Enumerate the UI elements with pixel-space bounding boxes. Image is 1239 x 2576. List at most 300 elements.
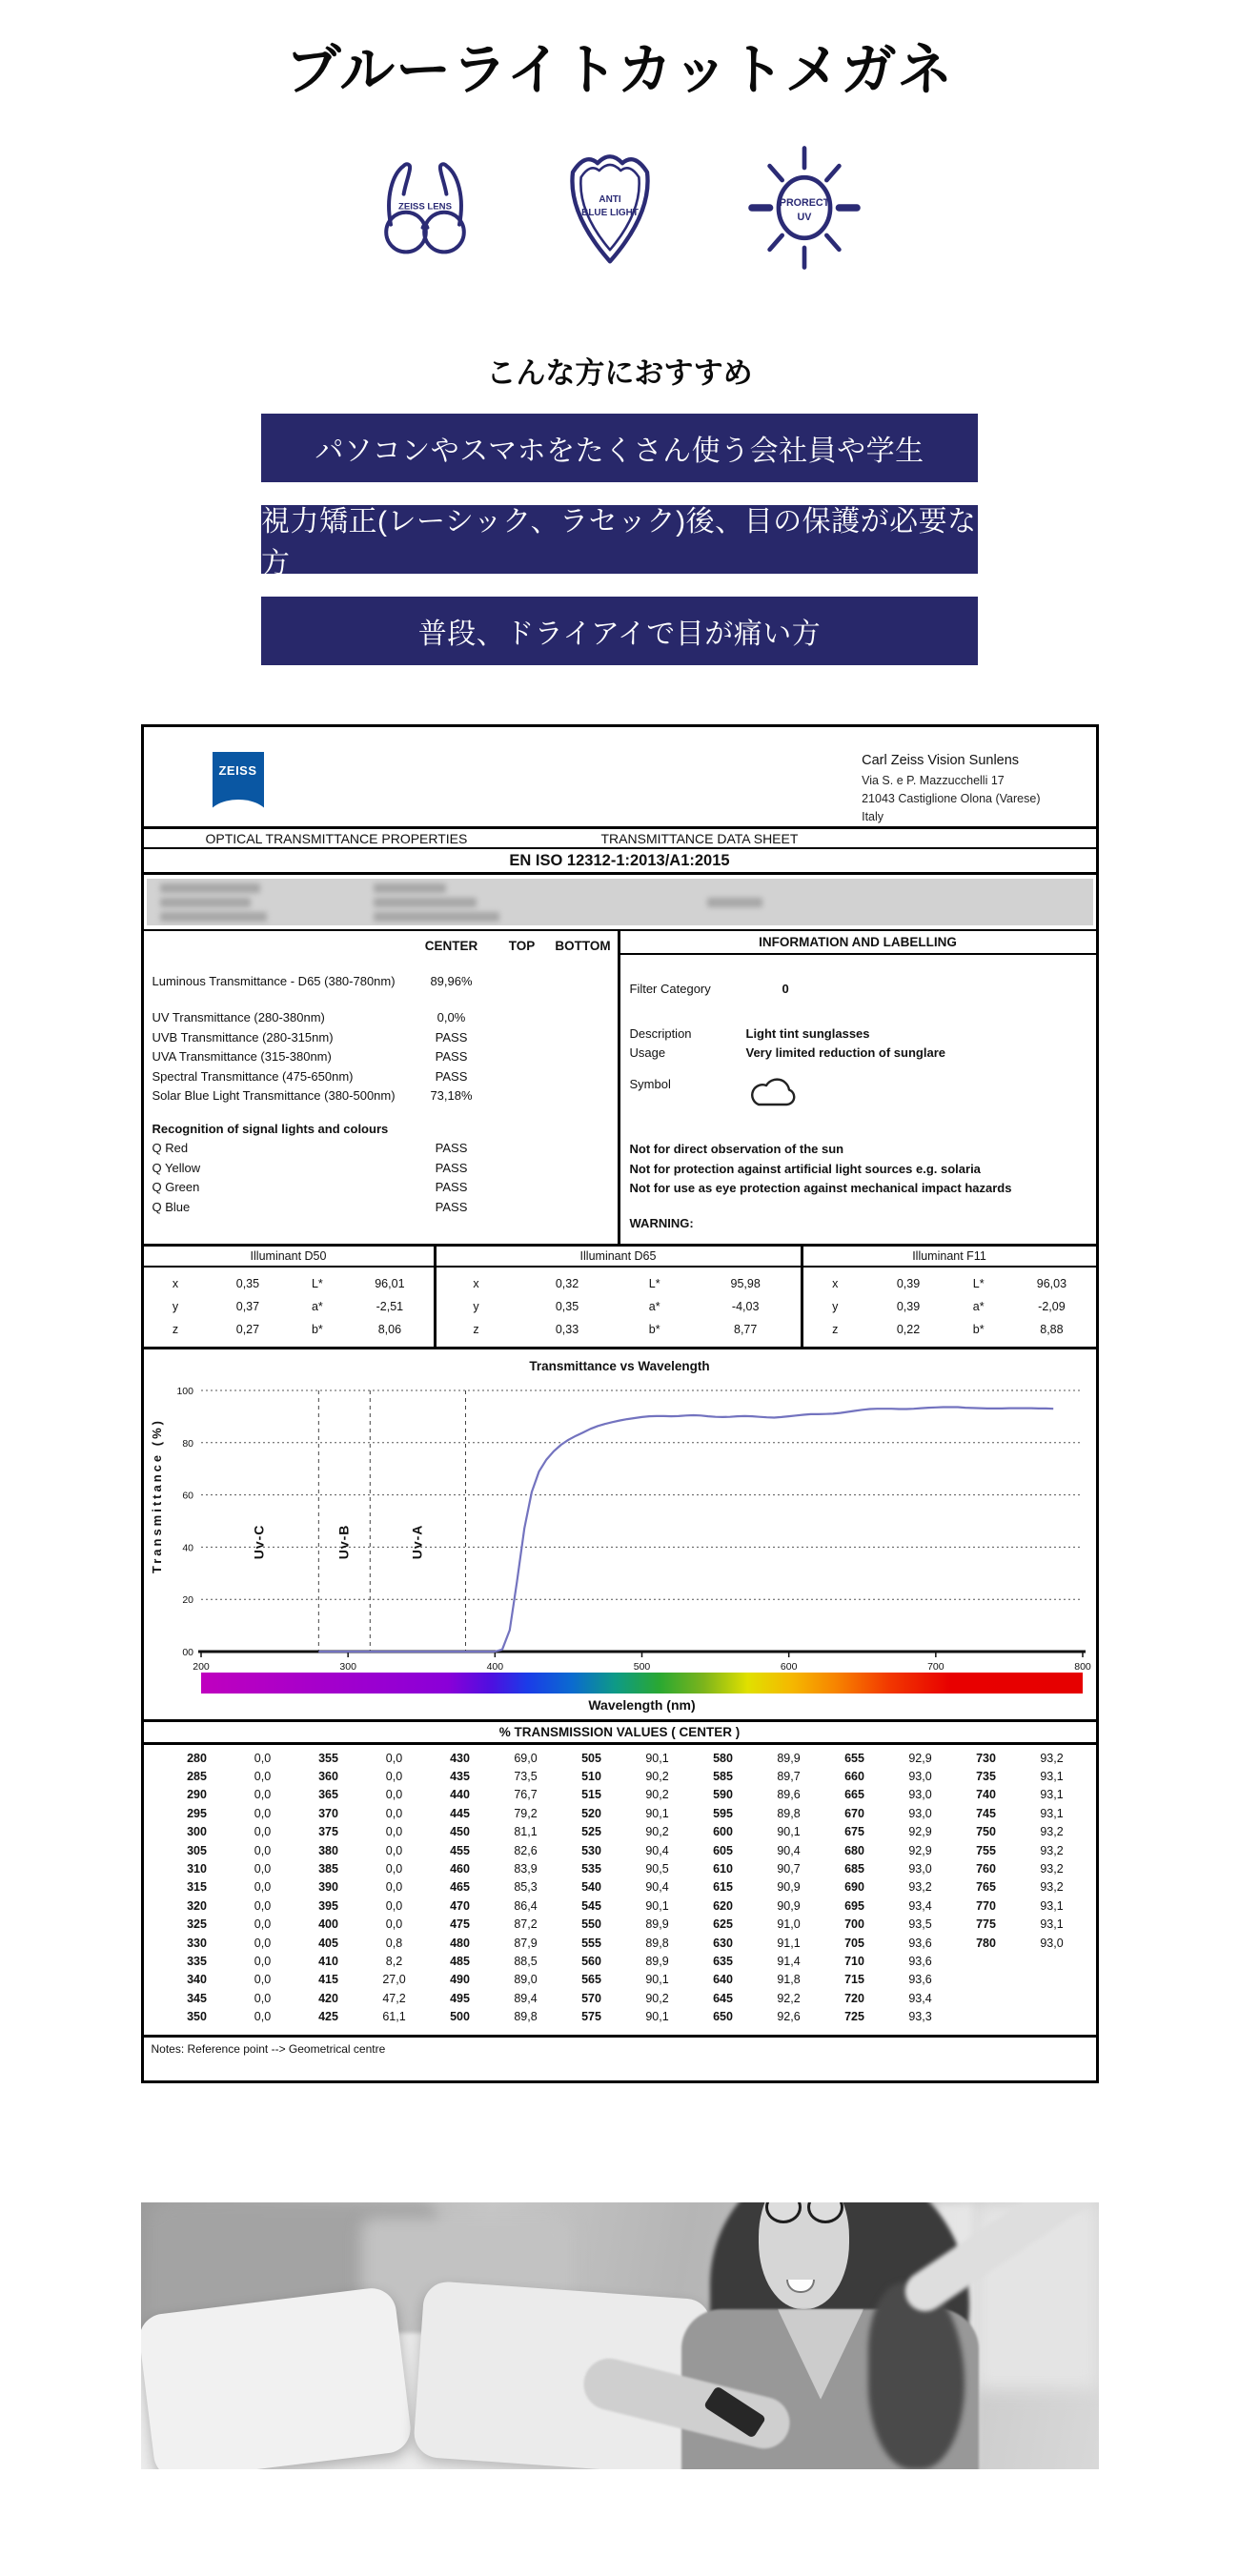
wavelength-cell: 555 (581, 1936, 601, 1950)
value-cell: 89,9 (645, 1917, 669, 1932)
illuminant-tables (144, 1247, 1096, 1349)
recommend-banner-2: 視力矯正(レーシック、ラセック)後、目の保護が必要な方 (261, 506, 977, 579)
redacted-text (707, 898, 762, 907)
wavelength-cell: 750 (976, 1825, 996, 1839)
wavelength-cell: 720 (844, 1991, 864, 2005)
wavelength-cell: 605 (713, 1843, 733, 1857)
wavelength-cell: 415 (318, 1973, 338, 1987)
wavelength-cell (958, 1971, 1015, 1989)
wavelength-cell: 305 (187, 1843, 207, 1857)
svg-text:PRORECT: PRORECT (779, 196, 830, 209)
wavelength-cell: 495 (450, 1991, 470, 2005)
signal-row: Q Green PASS (152, 1180, 468, 1194)
wavelength-cell: 285 (187, 1769, 207, 1783)
wavelength-cell: 650 (713, 2010, 733, 2024)
company-address-block (862, 752, 1041, 823)
value-cell: 0,0 (254, 1936, 272, 1950)
value-cell: 93,6 (908, 1954, 932, 1968)
wavelength-cell: 665 (844, 1788, 864, 1802)
wavelength-cell: 385 (318, 1861, 338, 1876)
svg-text:ANTI: ANTI (599, 193, 621, 205)
illuminant-table (144, 1247, 437, 1347)
value-cell: 90,2 (645, 1769, 669, 1783)
value-cell: 0,0 (254, 1861, 272, 1876)
wavelength-cell: 770 (976, 1898, 996, 1913)
recommend-heading: こんな方におすすめ (486, 356, 753, 390)
cloud-icon (746, 1075, 800, 1118)
value-cell: 0,0 (385, 1788, 403, 1802)
value-cell: 93,0 (908, 1806, 932, 1820)
value-cell: 93,6 (908, 1973, 932, 1987)
wavelength-cell: 745 (976, 1806, 996, 1820)
value-cell: 93,0 (908, 1788, 932, 1802)
illuminant-row: z 0,27 b* 8,06 (172, 1322, 402, 1336)
wavelength-cell: 635 (713, 1954, 733, 1968)
value-cell: 91,1 (777, 1936, 801, 1950)
usage-restriction-notes (630, 1140, 1096, 1199)
illuminant-table (803, 1247, 1096, 1347)
wavelength-cell: 735 (976, 1769, 996, 1783)
wavelength-cell: 280 (187, 1751, 207, 1765)
chart-title: Transmittance vs Wavelength (529, 1358, 710, 1373)
value-cell: 89,4 (514, 1991, 538, 2005)
wavelength-cell: 610 (713, 1861, 733, 1876)
value-cell: 93,3 (908, 2010, 932, 2024)
svg-text:300: 300 (338, 1660, 356, 1673)
wavelength-cell: 460 (450, 1861, 470, 1876)
value-cell: 0,0 (385, 1825, 403, 1839)
spectrum-color-bar (201, 1673, 1083, 1694)
wavelength-cell: 345 (187, 1991, 207, 2005)
wavelength-cell: 490 (450, 1973, 470, 1987)
wavelength-cell: 480 (450, 1936, 470, 1950)
wavelength-cell: 765 (976, 1880, 996, 1895)
wavelength-cell: 525 (581, 1825, 601, 1839)
wavelength-cell: 655 (844, 1751, 864, 1765)
wavelength-cell (958, 1953, 1015, 1971)
value-cell: 93,4 (908, 1898, 932, 1913)
value-cell (1015, 1971, 1089, 1989)
value-cell: 0,0 (254, 1788, 272, 1802)
value-cell: 93,1 (1040, 1898, 1064, 1913)
value-cell: 27,0 (382, 1973, 406, 1987)
value-cell: 93,1 (1040, 1806, 1064, 1820)
value-cell: 0,0 (254, 1954, 272, 1968)
warning-label: WARNING: (629, 1215, 694, 1230)
value-cell: 90,2 (645, 1991, 669, 2005)
photo-pillow (141, 2285, 414, 2468)
signal-recognition-heading: Recognition of signal lights and colours (152, 1121, 389, 1136)
wavelength-cell: 455 (450, 1843, 470, 1857)
value-cell: 0,0 (254, 1806, 272, 1820)
wavelength-cell: 590 (713, 1788, 733, 1802)
value-cell: 69,0 (514, 1751, 538, 1765)
feature-icon-row (0, 143, 1239, 272)
value-cell: 90,9 (777, 1880, 801, 1895)
value-cell: 90,7 (777, 1861, 801, 1876)
recommend-banner-1: パソコンやスマホをたくさん使う会社員や学生 (261, 414, 978, 482)
transmission-values-title: % TRANSMISSION VALUES ( CENTER ) (144, 1719, 1096, 1745)
value-cell (1015, 1990, 1089, 2008)
measurement-row: Luminous Transmittance - D65 (380-780nm) 89,96% (152, 973, 473, 988)
value-cell: 88,5 (514, 1954, 538, 1968)
value-cell: 90,2 (645, 1825, 669, 1839)
wavelength-cell: 680 (844, 1843, 864, 1857)
company-address-line: Italy (862, 810, 884, 823)
transmittance-datasheet (141, 724, 1099, 2083)
illuminant-row: y 0,39 a* -2,09 (832, 1299, 1066, 1313)
wavelength-cell: 535 (581, 1861, 601, 1876)
svg-text:BLUE LIGHT: BLUE LIGHT (581, 207, 639, 218)
value-cell: 89,8 (645, 1936, 669, 1950)
value-cell: 90,1 (645, 1973, 669, 1987)
information-and-labelling-panel (618, 931, 1096, 1244)
measurement-row: Solar Blue Light Transmittance (380-500nm) 73,18% (152, 1088, 473, 1103)
value-cell: 90,9 (777, 1898, 801, 1913)
wavelength-cell: 485 (450, 1954, 470, 1968)
wavelength-cell: 530 (581, 1843, 601, 1857)
value-cell: 90,4 (645, 1880, 669, 1895)
value-cell: 0,0 (385, 1806, 403, 1820)
value-cell: 0,0 (254, 1991, 272, 2005)
value-cell: 90,1 (777, 1825, 801, 1839)
wavelength-cell: 395 (318, 1898, 338, 1913)
measurements-table (144, 931, 618, 1244)
usage-restriction-note: Not for direct observation of the sun (629, 1142, 844, 1156)
value-cell: 76,7 (514, 1788, 538, 1802)
value-cell: 93,0 (908, 1861, 932, 1876)
redacted-text (160, 912, 267, 922)
value-cell: 0,0 (254, 1973, 272, 1987)
value-cell: 0,0 (385, 1861, 403, 1876)
wavelength-cell: 570 (581, 1991, 601, 2005)
measurement-row: Spectral Transmittance (475-650nm) PASS (152, 1068, 468, 1084)
value-cell: 0,0 (254, 1898, 272, 1913)
wavelength-cell: 565 (581, 1973, 601, 1987)
wavelength-cell: 445 (450, 1806, 470, 1820)
wavelength-cell: 675 (844, 1825, 864, 1839)
redacted-text (160, 883, 260, 893)
usage-row (630, 1044, 1096, 1064)
svg-text:80: 80 (181, 1437, 193, 1450)
wavelength-cell: 725 (844, 2010, 864, 2024)
redacted-text (160, 898, 251, 907)
wavelength-cell: 310 (187, 1861, 207, 1876)
wavelength-cell: 505 (581, 1751, 601, 1765)
value-cell: 90,4 (645, 1843, 669, 1857)
value-cell: 89,8 (777, 1806, 801, 1820)
svg-text:Uv-C: Uv-C (251, 1524, 267, 1559)
value-cell: 83,9 (514, 1861, 538, 1876)
standard-title: EN ISO 12312-1:2013/A1:2015 (144, 849, 1096, 875)
wavelength-cell: 440 (450, 1788, 470, 1802)
svg-text:Uv-A: Uv-A (408, 1524, 424, 1559)
datasheet-subheader-row (144, 826, 1096, 849)
svg-text:ZEISS LENS: ZEISS LENS (398, 201, 452, 213)
datasheet-header (144, 727, 1096, 826)
value-cell: 0,0 (254, 1917, 272, 1932)
transmission-values-table (144, 1745, 1096, 2038)
value-cell: 93,2 (1040, 1825, 1064, 1839)
wavelength-cell: 425 (318, 2010, 338, 2024)
value-cell: 89,6 (777, 1788, 801, 1802)
wavelength-cell: 360 (318, 1769, 338, 1783)
svg-text:Uv-B: Uv-B (335, 1524, 351, 1559)
description-value: Light tint sunglasses (745, 1025, 870, 1041)
recommend-banner-list (0, 414, 1239, 665)
wavelength-cell: 560 (581, 1954, 601, 1968)
wavelength-cell: 325 (187, 1917, 207, 1932)
transmittance-chart (144, 1377, 1096, 1719)
wavelength-cell (958, 1990, 1015, 2008)
wavelength-cell: 595 (713, 1806, 733, 1820)
measurement-row: UV Transmittance (280-380nm) 0,0% (152, 1010, 466, 1024)
wavelength-cell (958, 2008, 1015, 2026)
redacted-text (374, 898, 477, 907)
illuminant-row: y 0,35 a* -4,03 (473, 1299, 760, 1313)
wavelength-cell: 330 (187, 1936, 207, 1950)
wavelength-cell: 420 (318, 1991, 338, 2005)
value-cell: 90,1 (645, 1751, 669, 1765)
wavelength-cell: 780 (976, 1936, 996, 1950)
illuminant-table-title: Illuminant D65 (437, 1247, 801, 1268)
value-cell: 0,8 (385, 1936, 403, 1950)
company-address-line: 21043 Castiglione Olona (Varese) (862, 792, 1041, 805)
value-cell: 92,2 (777, 1991, 801, 2005)
value-cell: 89,9 (645, 1954, 669, 1968)
value-cell: 93,6 (908, 1936, 932, 1950)
svg-text:60: 60 (181, 1490, 193, 1502)
wavelength-cell: 575 (581, 2010, 601, 2024)
illuminant-row: z 0,33 b* 8,77 (473, 1322, 758, 1336)
sun-icon (738, 141, 871, 274)
transmittance-chart-section (144, 1349, 1096, 1719)
subheader-left: OPTICAL TRANSMITTANCE PROPERTIES (205, 830, 468, 846)
svg-text:800: 800 (1073, 1660, 1091, 1673)
signal-row: Q Blue PASS (152, 1199, 468, 1214)
zeiss-logo (213, 752, 264, 811)
wavelength-cell: 670 (844, 1806, 864, 1820)
wavelength-cell: 695 (844, 1898, 864, 1913)
wavelength-cell: 545 (581, 1898, 601, 1913)
value-cell: 90,1 (645, 1806, 669, 1820)
lifestyle-photo (141, 2202, 1099, 2469)
value-cell: 89,9 (777, 1751, 801, 1765)
value-cell: 47,2 (382, 1991, 406, 2005)
value-cell: 91,4 (777, 1954, 801, 1968)
value-cell: 82,6 (514, 1843, 538, 1857)
value-cell: 73,5 (514, 1769, 538, 1783)
value-cell: 87,9 (514, 1936, 538, 1950)
svg-text:00: 00 (181, 1646, 193, 1658)
value-cell: 93,0 (908, 1769, 932, 1783)
wavelength-cell: 380 (318, 1843, 338, 1857)
value-cell: 93,1 (1040, 1917, 1064, 1932)
wavelength-cell: 775 (976, 1917, 996, 1932)
hero-section (0, 0, 1239, 665)
value-cell: 8,2 (385, 1954, 403, 1968)
wavelength-cell: 640 (713, 1973, 733, 1987)
value-cell: 87,2 (514, 1917, 538, 1932)
value-cell: 89,0 (514, 1973, 538, 1987)
wavelength-cell: 500 (450, 2010, 470, 2024)
value-cell: 92,9 (908, 1825, 932, 1839)
wavelength-cell: 760 (976, 1861, 996, 1876)
wavelength-cell: 580 (713, 1751, 733, 1765)
value-cell: 86,4 (514, 1898, 538, 1913)
value-cell: 0,0 (254, 1769, 272, 1783)
wavelength-cell: 315 (187, 1880, 207, 1895)
illuminant-table (437, 1247, 803, 1347)
wavelength-cell: 365 (318, 1788, 338, 1802)
value-cell: 93,5 (908, 1917, 932, 1932)
value-cell: 0,0 (254, 2010, 272, 2024)
value-cell: 0,0 (385, 1769, 403, 1783)
value-cell: 93,2 (908, 1880, 932, 1895)
measurements-header-row: CENTER TOP BOTTOM (424, 939, 611, 953)
wavelength-cell: 290 (187, 1788, 207, 1802)
wavelength-cell: 660 (844, 1769, 864, 1783)
value-cell: 91,8 (777, 1973, 801, 1987)
value-cell: 91,0 (777, 1917, 801, 1932)
wavelength-cell: 430 (450, 1751, 470, 1765)
svg-text:500: 500 (633, 1660, 650, 1673)
wavelength-cell: 685 (844, 1861, 864, 1876)
wavelength-cell: 340 (187, 1973, 207, 1987)
wavelength-cell: 300 (187, 1825, 207, 1839)
wavelength-cell: 295 (187, 1806, 207, 1820)
value-cell: 61,1 (382, 2010, 406, 2024)
svg-text:600: 600 (780, 1660, 797, 1673)
value-cell: 0,0 (385, 1898, 403, 1913)
value-cell: 93,2 (1040, 1861, 1064, 1876)
value-cell: 0,0 (385, 1917, 403, 1932)
redacted-lens-details (147, 879, 1093, 925)
svg-text:20: 20 (181, 1593, 193, 1606)
illuminant-table-title: Illuminant F11 (803, 1247, 1096, 1268)
wavelength-cell: 550 (581, 1917, 601, 1932)
filter-category-label: Filter Category (629, 982, 711, 996)
wavelength-cell: 700 (844, 1917, 864, 1932)
datasheet-notes: Notes: Reference point --> Geometrical centre (151, 2041, 386, 2056)
recommend-banner-3: 普段、ドライアイで目が痛い方 (261, 597, 978, 665)
wavelength-cell: 410 (318, 1954, 338, 1968)
value-cell: 93,2 (1040, 1843, 1064, 1857)
value-cell: 93,1 (1040, 1769, 1064, 1783)
value-cell (1015, 2008, 1089, 2026)
value-cell: 92,9 (908, 1751, 932, 1765)
wavelength-cell: 740 (976, 1788, 996, 1802)
page-title: ブルーライトカットメガネ (285, 39, 954, 101)
value-cell: 0,0 (385, 1880, 403, 1895)
value-cell: 89,7 (777, 1769, 801, 1783)
usage-label: Usage (629, 1045, 666, 1060)
wavelength-cell: 390 (318, 1880, 338, 1895)
svg-text:Wavelength (nm): Wavelength (nm) (587, 1696, 696, 1713)
usage-restriction-note: Not for protection against artificial light sources e.g. solaria (629, 1161, 981, 1176)
wavelength-cell: 520 (581, 1806, 601, 1820)
wavelength-cell: 375 (318, 1825, 338, 1839)
wavelength-cell: 620 (713, 1898, 733, 1913)
value-cell: 90,4 (777, 1843, 801, 1857)
wavelength-cell: 515 (581, 1788, 601, 1802)
wavelength-cell: 690 (844, 1880, 864, 1895)
value-cell: 93,1 (1040, 1788, 1064, 1802)
subheader-right: TRANSMITTANCE DATA SHEET (600, 830, 799, 846)
value-cell: 0,0 (385, 1751, 403, 1765)
usage-restriction-note: Not for use as eye protection against mechanical impact hazards (629, 1181, 1012, 1195)
wavelength-cell: 540 (581, 1880, 601, 1895)
value-cell: 92,6 (777, 2010, 801, 2024)
filter-category-value: 0 (782, 982, 789, 996)
svg-text:100: 100 (175, 1385, 193, 1397)
wavelength-cell: 320 (187, 1898, 207, 1913)
usage-value: Very limited reduction of sunglare (745, 1045, 945, 1060)
wavelength-cell: 435 (450, 1769, 470, 1783)
filter-category-row (630, 980, 1096, 1000)
value-cell: 93,2 (1040, 1751, 1064, 1765)
measurements-and-labelling (144, 929, 1096, 1247)
wavelength-cell: 630 (713, 1936, 733, 1950)
value-cell: 92,9 (908, 1843, 932, 1857)
value-cell: 81,1 (514, 1825, 538, 1839)
shield-icon (560, 145, 660, 271)
glasses-icon (368, 145, 482, 271)
svg-text:Transmittance (%): Transmittance (%) (149, 1417, 164, 1573)
illuminant-row: x 0,32 L* 95,98 (473, 1276, 761, 1290)
value-cell: 0,0 (254, 1843, 272, 1857)
wavelength-cell: 450 (450, 1825, 470, 1839)
wavelength-cell: 585 (713, 1769, 733, 1783)
wavelength-cell: 625 (713, 1917, 733, 1932)
symbol-label: Symbol (629, 1076, 671, 1091)
value-cell: 90,1 (645, 2010, 669, 2024)
value-cell: 90,1 (645, 1898, 669, 1913)
value-cell: 89,8 (514, 2010, 538, 2024)
value-cell: 90,2 (645, 1788, 669, 1802)
measurement-row: UVB Transmittance (280-315nm) PASS (152, 1029, 468, 1045)
value-cell: 79,2 (514, 1806, 538, 1820)
wavelength-cell: 510 (581, 1769, 601, 1783)
wavelength-cell: 350 (187, 2010, 207, 2024)
svg-text:40: 40 (181, 1541, 193, 1553)
wavelength-cell: 730 (976, 1751, 996, 1765)
svg-text:400: 400 (486, 1660, 503, 1673)
description-label: Description (629, 1025, 692, 1041)
zeiss-logo-text: ZEISS (218, 763, 257, 778)
signal-row: Q Yellow PASS (152, 1160, 468, 1175)
wavelength-cell: 465 (450, 1880, 470, 1895)
company-name: Carl Zeiss Vision Sunlens (862, 753, 1020, 768)
wavelength-cell: 755 (976, 1843, 996, 1857)
wavelength-cell: 715 (844, 1973, 864, 1987)
svg-text:UV: UV (797, 211, 812, 223)
wavelength-cell: 470 (450, 1898, 470, 1913)
illuminant-row: z 0,22 b* 8,88 (832, 1322, 1064, 1336)
symbol-row (630, 1075, 1096, 1118)
illuminant-row: x 0,39 L* 96,03 (832, 1276, 1067, 1290)
wavelength-cell: 335 (187, 1954, 207, 1968)
wavelength-cell: 355 (318, 1751, 338, 1765)
description-row (630, 1024, 1096, 1045)
wavelength-cell: 400 (318, 1917, 338, 1932)
measurement-row: UVA Transmittance (315-380nm) PASS (152, 1049, 468, 1064)
wavelength-cell: 370 (318, 1806, 338, 1820)
illuminant-row: x 0,35 L* 96,01 (172, 1276, 405, 1290)
value-cell: 90,5 (645, 1861, 669, 1876)
value-cell: 0,0 (385, 1843, 403, 1857)
wavelength-cell: 710 (844, 1954, 864, 1968)
